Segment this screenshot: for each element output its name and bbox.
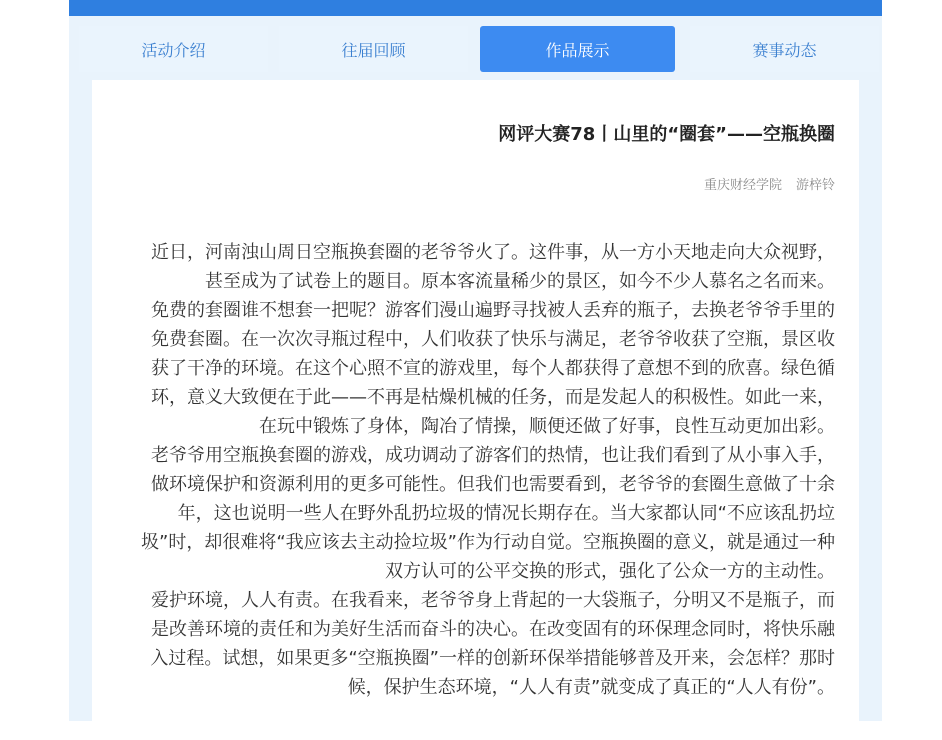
article-card <box>92 80 859 740</box>
paragraph-line: 爱护环境，人人有责。在我看来，老爷爷身上背起的一大袋瓶子，分明又不是瓶子，而 <box>151 590 835 611</box>
paragraph-line: 老爷爷用空瓶换套圈的游戏，成功调动了游客们的热情，也让我们看到了从小事入手， <box>151 445 835 466</box>
author-school: 重庆财经学院 <box>703 178 782 193</box>
paragraph-line: 近日，河南浊山周日空瓶换套圈的老爷爷火了。这件事，从一方小天地走向大众视野， <box>151 242 835 263</box>
paragraph-line: 圾”时，却很难将“我应该去主动捡垃圾”作为行动自觉。空瓶换圈的意义，就是通过一种 <box>141 532 835 553</box>
paragraph-line: 候，保护生态环境，“人人有责”就变成了真正的“人人有份”。 <box>347 677 835 698</box>
article-title: 网评大赛78丨山里的“圈套”——空瓶换圈 <box>498 124 835 145</box>
paragraph-line: 在玩中锻炼了身体，陶冶了情操，顺便还做了好事，良性互动更加出彩。 <box>259 416 835 437</box>
page-frame <box>69 0 882 721</box>
article-byline <box>135 174 835 193</box>
author-name: 游梓铃 <box>795 178 835 193</box>
top-banner-strip <box>69 0 882 16</box>
paragraph-line: 环，意义大致便在于此——不再是枯燥机械的任务，而是发起人的积极性。如此一来， <box>151 387 835 408</box>
paragraph-line: 年，这也说明一些人在野外乱扔垃圾的情况长期存在。当大家都认同“不应该乱扔垃 <box>177 503 835 524</box>
paragraph-line: 双方认可的公平交换的形式，强化了公众一方的主动性。 <box>385 561 835 582</box>
paragraph-line: 做环境保护和资源利用的更多可能性。但我们也需要看到，老爷爷的套圈生意做了十余 <box>151 474 835 495</box>
paragraph-line: 甚至成为了试卷上的题目。原本客流量稀少的景区，如今不少人慕名之名而来。 <box>205 271 835 292</box>
nav-tabs <box>69 26 882 74</box>
paragraph-line: 入过程。试想，如果更多“空瓶换圈”一样的创新环保举措能够普及开来，会怎样？那时 <box>150 648 835 669</box>
paragraph-line: 免费套圈。在一次次寻瓶过程中，人们收获了快乐与满足，老爷爷收获了空瓶，景区收 <box>151 329 835 350</box>
paragraph-line: 免费的套圈谁不想套一把呢？游客们漫山遍野寻找被人丢弃的瓶子，去换老爷爷手里的 <box>151 300 835 321</box>
paragraph-line: 是改善环境的责任和为美好生活而奋斗的决心。在改变固有的环保理念同时，将快乐融 <box>151 619 835 640</box>
tab-review[interactable]: 往届回顾 <box>279 26 468 72</box>
article-body <box>135 238 835 702</box>
paragraph-line: 获了干净的环境。在这个心照不宣的游戏里，每个人都获得了意想不到的欣喜。绿色循 <box>151 358 835 379</box>
tab-works[interactable]: 作品展示 <box>480 26 675 72</box>
tab-about[interactable]: 活动介绍 <box>79 26 268 72</box>
tab-news[interactable]: 赛事动态 <box>690 26 879 72</box>
